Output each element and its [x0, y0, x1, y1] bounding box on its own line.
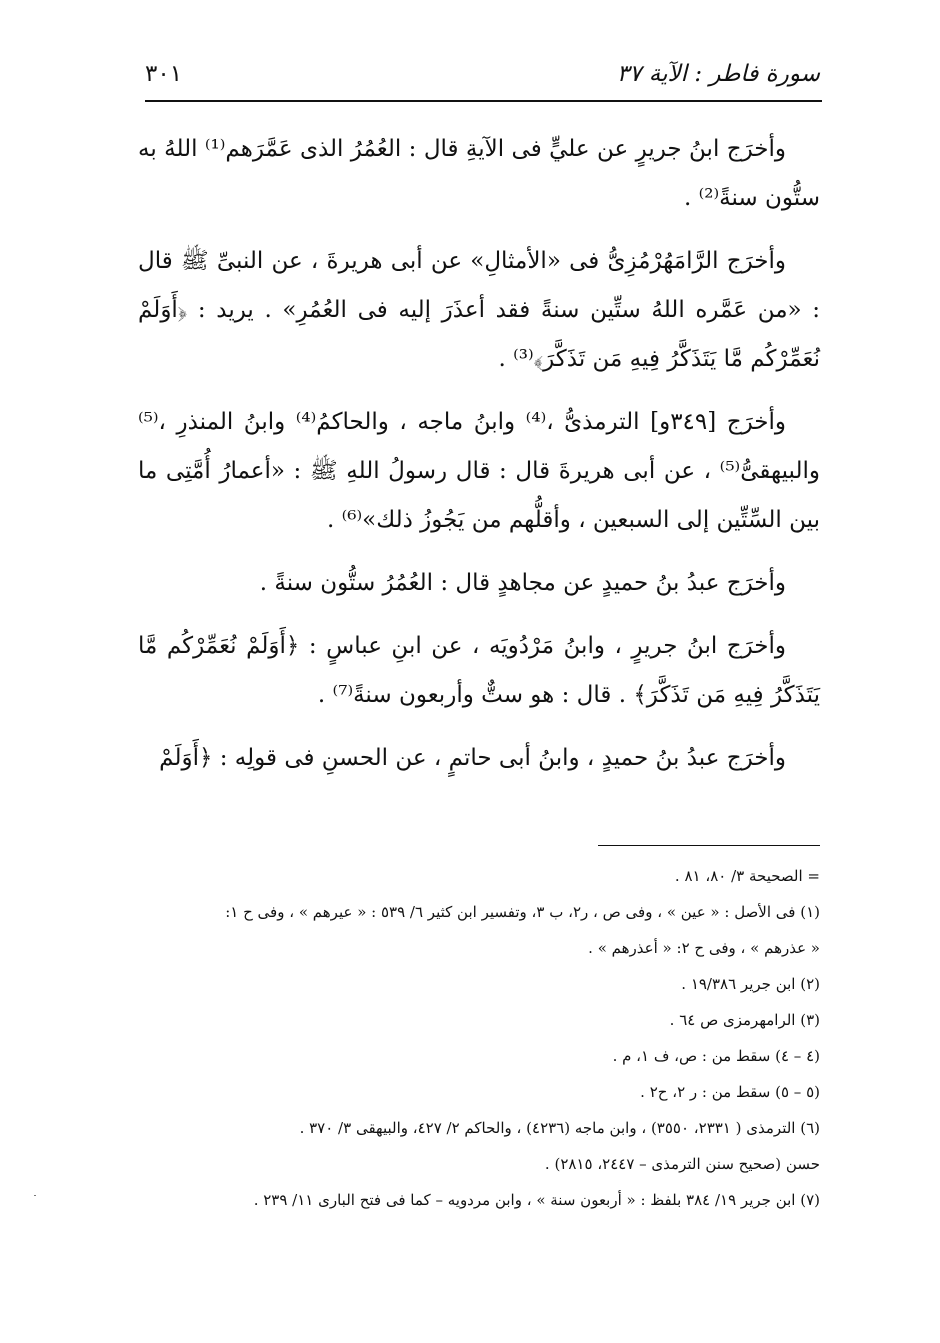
main-text [138, 125, 820, 783]
header-rule [145, 100, 822, 102]
footnote: (١) فى الأصل : « عين » ، وفى ص ، ر٢، ب ٣، وتفسير ابن كثير ٦/ ٥٣٩ : « عيرهم » ، وفى ح ١: [225, 903, 820, 921]
paragraph: وأخرَج ابنُ جريرٍ عن عليٍّ فى الآيةِ قال : العُمُرُ الذى عَمَّرَهم⁽¹⁾ اللهُ به ستُّون سنةً⁽²⁾ . [138, 136, 820, 211]
paragraph: وأخرَج عبدُ بنُ حميدٍ عن مجاهدٍ قال : العُمُرُ ستُّون سنةً . [259, 570, 786, 596]
header-title: سورة فاطر : الآية ٣٧ [616, 61, 820, 87]
footnote: = الصحيحة ٣/ ٨٠، ٨١ . [674, 867, 820, 885]
footnote: (٢) ابن جرير ١٩/٣٨٦ . [681, 975, 820, 993]
page-number: ٣٠١ [145, 61, 183, 87]
paragraph: وأخرَج ابنُ جريرٍ ، وابنُ مَرْدُويَه ، عن ابنِ عباسٍ : ﴿أَوَلَمْ نُعَمِّرْكُم مَّا يَتَذَكَّرُ فِيهِ مَن تَذَكَّرَ﴾ . قال : هو ستٌّ وأربعون سنةً⁽⁷⁾ . [138, 633, 820, 708]
footnote-rule [598, 845, 820, 846]
footnotes [138, 858, 820, 1218]
running-header [145, 52, 820, 96]
footnote: (٤ – ٤) سقط من : ص، ف ١، م . [612, 1047, 820, 1065]
margin-mark [34, 1195, 36, 1196]
paragraph: وأخرَج [٣٤٩و] الترمذىُّ ،⁽⁴⁾ وابنُ ماجه ، والحاكمُ⁽⁴⁾ وابنُ المنذرِ ،⁽⁵⁾ والبيهقىُّ⁽⁵⁾ ، عن أبى هريرةَ قال : قال رسولُ اللهِ ﷺ : «أعمارُ أُمَّتِى ما بين السِّتِّين إلى السبعين ، وأقلُّهم من يَجُوزُ ذلك»⁽⁶⁾ . [138, 409, 820, 533]
footnote: حسن (صحيح سنن الترمذى – ٢٤٤٧، ٢٨١٥) . [544, 1155, 820, 1173]
footnote: (٧) ابن جرير ١٩/ ٣٨٤ بلفظ : « أربعون سنة » ، وابن مردويه – كما فى فتح البارى ١١/ ٢٣٩ . [253, 1191, 820, 1209]
paragraph: وأخرَج الرَّامَهُرْمُزِىُّ فى «الأمثالِ» عن أبى هريرةَ ، عن النبىِّ ﷺ قال : «من عَمَّره اللهُ ستِّين سنةً فقد أعذَرَ إليه فى العُمُرِ» . يريد : ﴿أَوَلَمْ نُعَمِّرْكُم مَّا يَتَذَكَّرُ فِيهِ مَن تَذَكَّرَ﴾⁽³⁾ . [138, 248, 820, 372]
footnote: (٦) الترمذى ( ٢٣٣١، ٣٥٥٠) ، وابن ماجه (٤٢٣٦) ، والحاكم ٢/ ٤٢٧، والبيهقى ٣/ ٣٧٠ . [299, 1119, 820, 1137]
footnote: (٣) الرامهرمزى ص ٦٤ . [669, 1011, 820, 1029]
paragraph: وأخرَج عبدُ بنُ حميدٍ ، وابنُ أبى حاتمٍ ، عن الحسنِ فى قولِه : ﴿أَوَلَمْ [159, 745, 786, 771]
footnote: (٥ – ٥) سقط من : ر ٢، ح٢ . [640, 1083, 820, 1101]
footnote: « عذرهم » ، وفى ح ٢: « أعذرهم » . [588, 939, 820, 957]
